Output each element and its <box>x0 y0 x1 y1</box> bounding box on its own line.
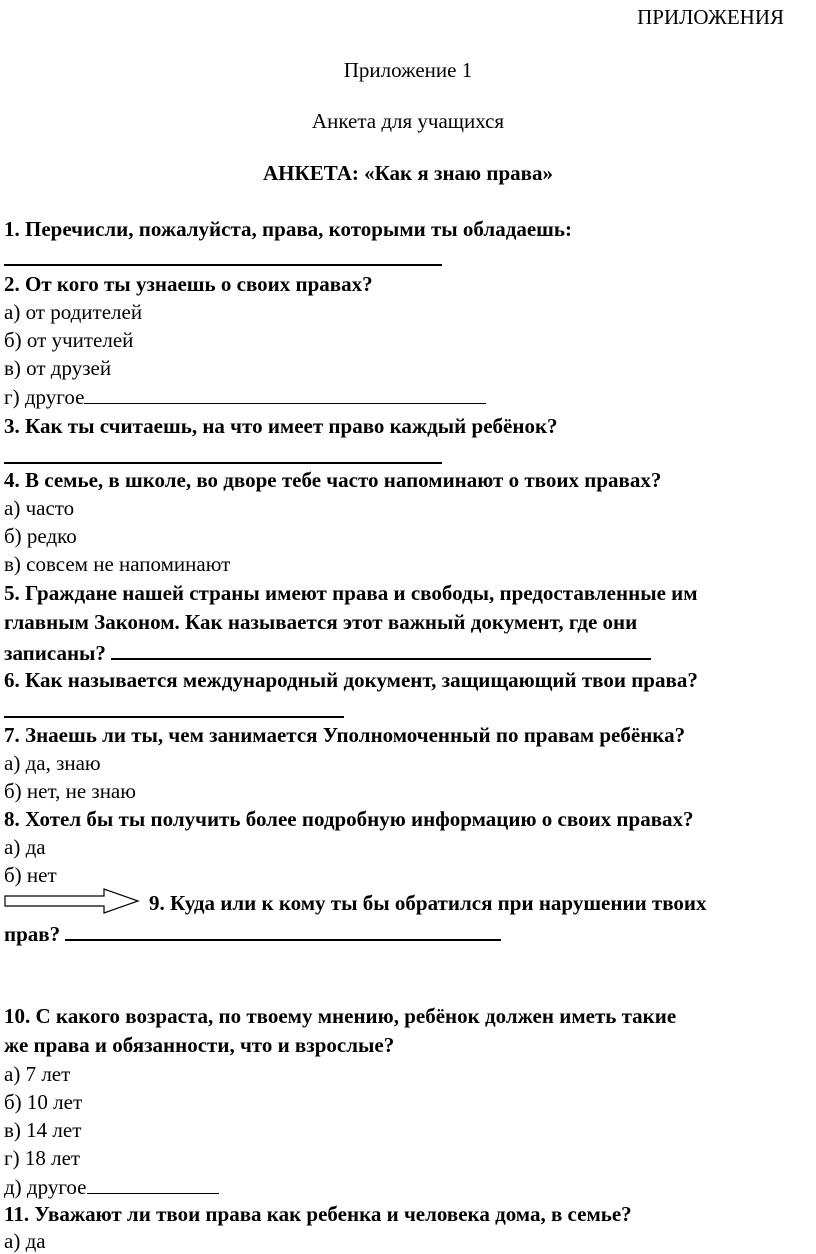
question-11: 11. Уважают ли твои права как ребенка и человека дома, в семье? <box>4 1202 632 1226</box>
q2-option-b: б) от учителей <box>4 328 134 352</box>
questionnaire-title: АНКЕТА: «Как я знаю права» <box>263 161 553 185</box>
question-8: 8. Хотел бы ты получить более подробную информацию о своих правах? <box>4 807 694 831</box>
answer-line-9 <box>65 919 501 941</box>
q10-other-line <box>87 1173 219 1194</box>
q10-option-c: в) 14 лет <box>4 1118 82 1142</box>
q10-option-b: б) 10 лет <box>4 1090 83 1114</box>
question-3: 3. Как ты считаешь, на что имеет право каждый ребёнок? <box>4 414 558 438</box>
question-5-line-3: записаны? <box>4 638 651 666</box>
q10-option-d: г) 18 лет <box>4 1146 81 1170</box>
q4-option-a: а) часто <box>4 496 75 520</box>
q10-option-e: д) другое <box>4 1173 219 1200</box>
question-9-line-2: прав? <box>4 919 501 947</box>
question-4: 4. В семье, в школе, во дворе тебе часто напоминают о твоих правах? <box>4 468 662 492</box>
q8-option-b: б) нет <box>4 863 57 887</box>
q7-option-b: б) нет, не знаю <box>4 779 136 803</box>
question-2: 2. От кого ты узнаешь о своих правах? <box>4 272 373 296</box>
question-9-line-1: 9. Куда или к кому ты бы обратился при нарушении твоих <box>149 891 707 915</box>
answer-line-5 <box>111 638 651 660</box>
q4-option-c: в) совсем не напоминают <box>4 552 231 576</box>
q2-option-a: а) от родителей <box>4 300 143 324</box>
q7-option-a: а) да, знаю <box>4 751 101 775</box>
q2-option-c: в) от друзей <box>4 356 112 380</box>
question-5-line-2: главным Законом. Как называется этот важный документ, где они <box>4 610 638 634</box>
appendix-number: Приложение 1 <box>343 58 473 82</box>
q11-option-a: а) да <box>4 1229 46 1253</box>
appendices-heading: ПРИЛОЖЕНИЯ <box>637 5 784 29</box>
q2-other-line <box>84 383 486 404</box>
question-7: 7. Знаешь ли ты, чем занимается Уполномоченный по правам ребёнка? <box>4 723 686 747</box>
question-10-line-1: 10. С какого возраста, по твоему мнению, ребёнок должен иметь такие <box>4 1004 677 1028</box>
q10-option-a: а) 7 лет <box>4 1062 71 1086</box>
question-1: 1. Перечисли, пожалуйста, права, которыми ты обладаешь: <box>4 217 572 241</box>
answer-line-6 <box>4 716 344 718</box>
question-6: 6. Как называется международный документ, защищающий твои права? <box>4 668 698 692</box>
question-5-line-1: 5. Граждане нашей страны имеют права и свободы, предоставленные им <box>4 581 698 605</box>
questionnaire-subtitle: Анкета для учащихся <box>311 109 505 133</box>
right-arrow-icon <box>4 888 140 914</box>
answer-line-1 <box>4 264 442 266</box>
q8-option-a: а) да <box>4 835 46 859</box>
question-10-line-2: же права и обязанности, что и взрослые? <box>4 1033 395 1057</box>
q2-option-d: г) другое <box>4 383 486 410</box>
answer-line-3 <box>4 462 442 464</box>
q4-option-b: б) редко <box>4 524 77 548</box>
